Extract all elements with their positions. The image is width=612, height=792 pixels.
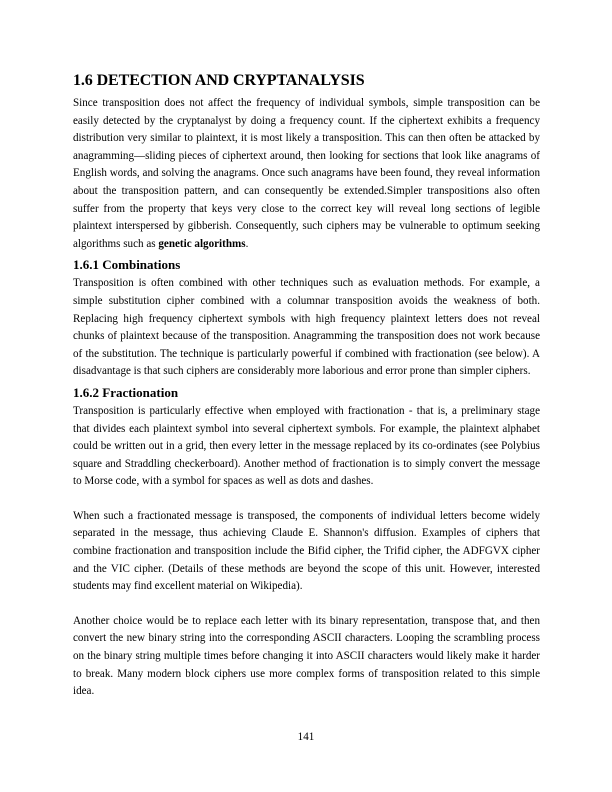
fractionation-paragraph-3: Another choice would be to replace each letter with its binary representation, transpose that, and then convert the new binary string into the corresponding ASCII characters. Looping the scrambling process on the binary string multiple times before changing it into ASCII characters would likely make it harder to break. Many modern block ciphers use more complex forms of transposition related to this simple idea. [73,614,540,698]
detection-text: Since transposition does not affect the frequency of individual symbols, simple transposition can be easily detected by the cryptanalyst by doing a frequency count. If the ciphertext exhibits a frequency distribution very similar to plaintext, it is most likely a transposition. This can then often be attacked by anagramming—sliding pieces of ciphertext around, then looking for sections that look like anagrams of English words, and solving the anagrams. Once such anagrams have been found, they reveal information about the transposition pattern, and can consequently be extended.Simpler transpositions also often suffer from the property that keys very close to the correct key will reveal long sections of legible plaintext interspersed by gibberish. Consequently, such ciphers may be vulnerable to optimum seeking algorithms such as [73,97,540,250]
detection-text-end: . [245,237,249,250]
page-number: 141 [297,731,315,743]
fractionation-heading: 1.6.2 Fractionation [73,384,179,400]
genetic-algorithms-term: genetic algorithms [158,237,246,250]
fractionation-paragraph-2: When such a fractionated message is transposed, the components of individual letters become widely separated in the message, thus achieving Claude E. Shannon's diffusion. Examples of ciphers that combine fractionation and transposition include the Bifid cipher, the Trifid cipher, the ADFGVX cipher and the VIC cipher. (Details of these methods are beyond the scope of this unit. However, interested students may find excellent material on Wikipedia). [73,509,540,593]
detection-paragraph [73,95,540,253]
combinations-heading: 1.6.1 Combinations [73,257,181,273]
combinations-paragraph: Transposition is often combined with other techniques such as evaluation methods. For example, a simple substitution cipher combined with a columnar transposition avoids the weakness of both. Replacing high frequency ciphertext symbols with high frequency plaintext letters does not reveal chunks of plaintext because of the transposition. Anagramming the transposition does not work because of the substitution. The technique is particularly powerful if combined with fractionation (see below). A disadvantage is that such ciphers are considerably more laborious and error prone than simpler ciphers. [73,277,540,378]
page-content [73,70,540,701]
fractionation-paragraph-1: Transposition is particularly effective when employed with fractionation - that is, a preliminary stage that divides each plaintext symbol into several ciphertext symbols. For example, the plaintext alphabet could be written out in a grid, then every letter in the message replaced by its co-ordinates (see Polybius square and Straddling checkerboard). Another method of fractionation is to simply convert the message to Morse code, with a symbol for spaces as well as dots and dashes. [73,404,540,488]
section-title: 1.6 DETECTION AND CRYPTANALYSIS [73,72,365,89]
